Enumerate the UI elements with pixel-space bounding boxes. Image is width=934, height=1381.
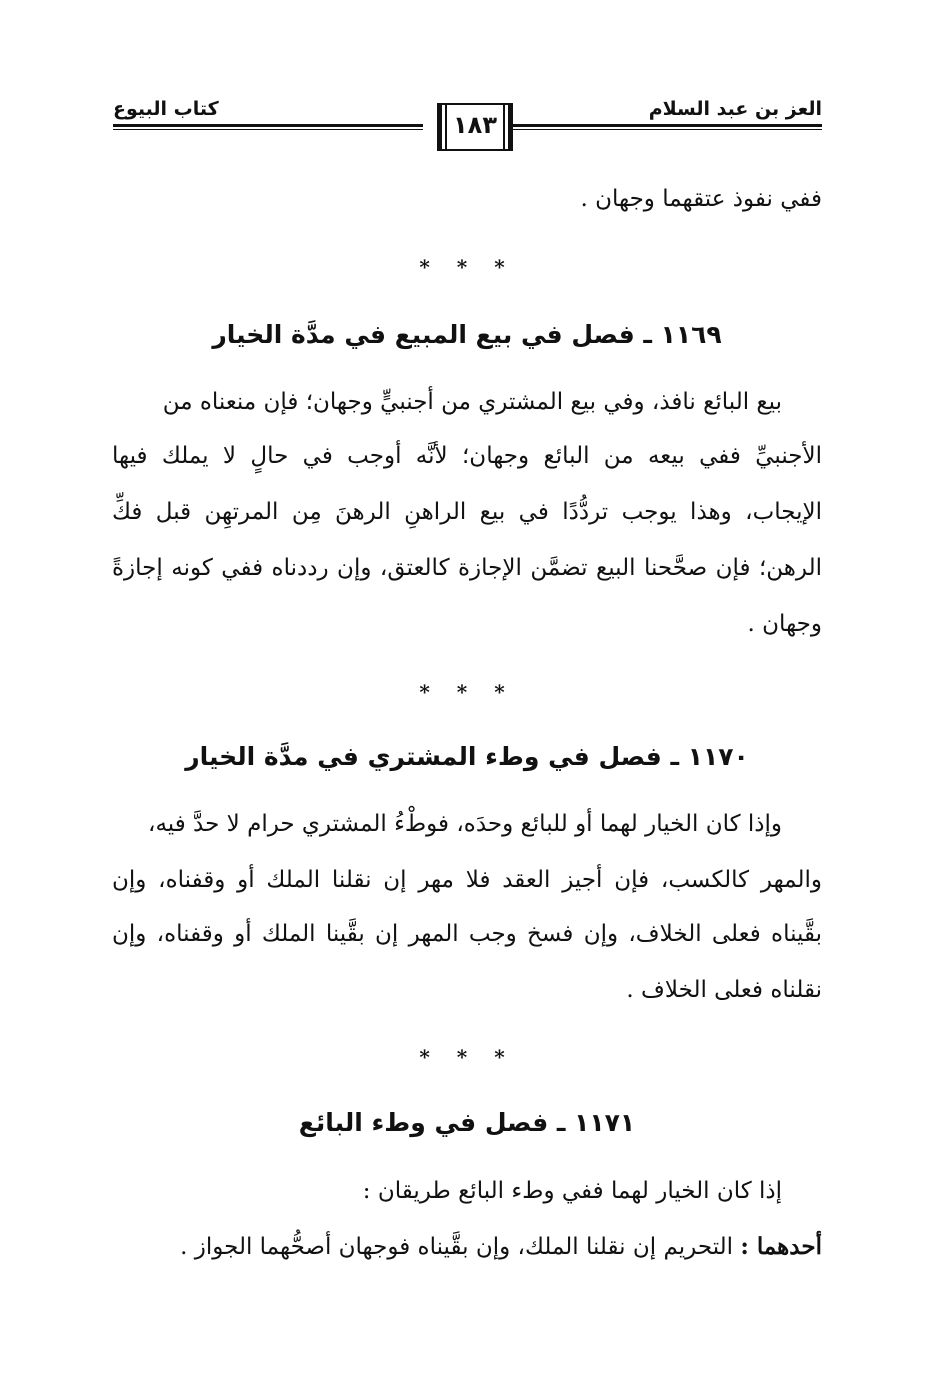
header-rule-right [512,124,822,127]
paragraph-line: نقلناه فعلى الخلاف . [626,977,822,1003]
paragraph-text: التحريم إن نقلنا الملك، وإن بقَّيناه فوجهان أصحُّهما الجواز . [180,1234,741,1260]
paragraph-line-last [180,1231,822,1263]
section-separator: * * * [419,680,515,704]
paragraph-line: وإذا كان الخيار لهما أو للبائع وحدَه، فوطْءُ المشتري حرام لا حدَّ فيه، [148,811,782,837]
paragraph-line: إذا كان الخيار لهما ففي وطء البائع طريقان : [362,1178,782,1204]
section-separator: * * * [419,1045,515,1069]
header-rule-left [113,124,423,127]
paragraph-line: بقَّيناه فعلى الخلاف، وإن فسخ وجب المهر إن بقَّينا الملك أو وقفناه، وإن [112,921,822,947]
paragraph-line: وجهان . [747,611,822,637]
paragraph-label: أحدهما : [740,1233,822,1260]
paragraph-line: الإيجاب، وهذا يوجب تردُّدًا في بيع الراهنِ الرهنَ مِن المرتهِن قبل فكِّ [112,499,822,525]
paragraph-line: الأجنبيِّ ففي بيعه من البائع وجهان؛ لأنَّه أوجب في حالٍ لا يملك فيها [112,443,822,469]
page-number: ١٨٣ [453,111,497,139]
intro-line: ففي نفوذ عتقهما وجهان . [580,186,822,212]
paragraph-line: بيع البائع نافذ، وفي بيع المشتري من أجنبيٍّ وجهان؛ فإن منعناه من [162,389,782,415]
section-heading-1170: ١١٧٠ ـ فصل في وطء المشتري في مدَّة الخيار [185,742,749,771]
running-header-book: كتاب البيوع [113,98,219,120]
section-heading-1169: ١١٦٩ ـ فصل في بيع المبيع في مدَّة الخيار [212,320,722,349]
running-header-author: العز بن عبد السلام [648,98,822,120]
section-separator: * * * [419,255,515,279]
paragraph-line: الرهن؛ فإن صحَّحنا البيع تضمَّن الإجازة كالعتق، وإن رددناه ففي كونه إجازةً [112,555,822,581]
section-heading-1171: ١١٧١ ـ فصل في وطء البائع [298,1108,636,1137]
paragraph-line: والمهر كالكسب، فإن أجيز العقد فلا مهر إن نقلنا الملك أو وقفناه، وإن [112,867,822,893]
